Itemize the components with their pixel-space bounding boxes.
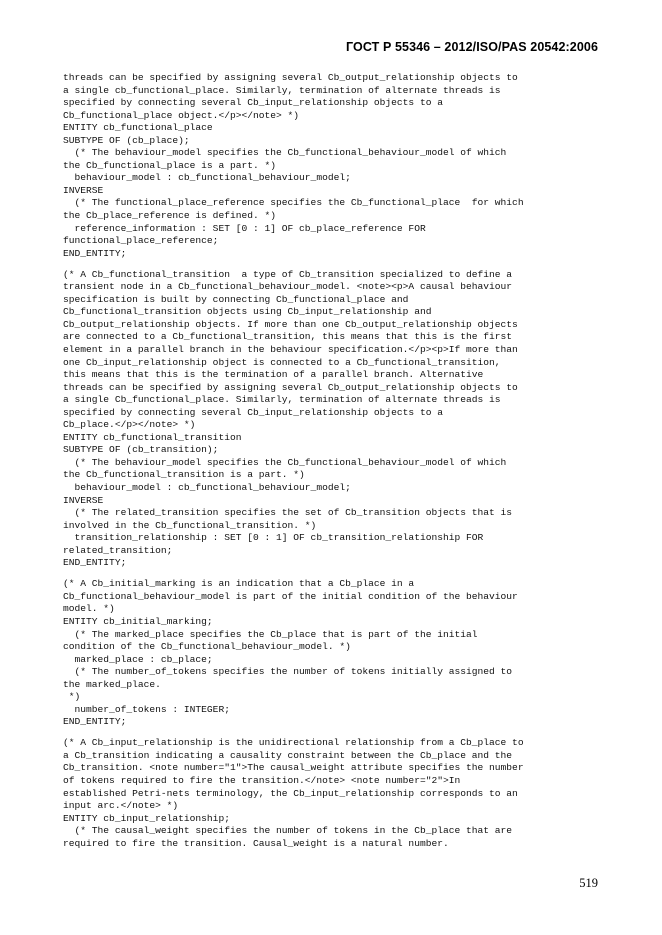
code-block bbox=[63, 72, 603, 260]
code-block bbox=[63, 269, 603, 570]
block-separator bbox=[63, 260, 603, 269]
code-line: specified by connecting several Cb_input_relationship objects to a bbox=[63, 406, 443, 418]
code-line: (* The marked_place specifies the Cb_place that is part of the initial bbox=[63, 628, 478, 640]
code-line: ENTITY cb_initial_marking; bbox=[63, 615, 213, 627]
code-line: a single Cb_functional_place. Similarly, termination of alternate threads is bbox=[63, 394, 501, 406]
code-line: (* The number_of_tokens specifies the number of tokens initially assigned to bbox=[63, 666, 513, 678]
code-line: this means that this is the termination of a parallel branch. Alternative bbox=[63, 369, 484, 381]
code-line: a single cb_functional_place. Similarly, termination of alternate threads is bbox=[63, 84, 501, 96]
code-line: element in a parallel branch in the behaviour specification.</p><p>If more than bbox=[63, 343, 518, 355]
code-line: Cb_functional_behaviour_model is part of the initial condition of the behaviour bbox=[63, 590, 518, 602]
code-line: (* The behaviour_model specifies the Cb_functional_behaviour_model of which bbox=[63, 456, 507, 468]
page-number: 519 bbox=[579, 876, 598, 890]
code-line: Cb_place.</p></note> *) bbox=[63, 419, 196, 431]
code-line: the Cb_functional_transition is a part. *) bbox=[63, 469, 305, 481]
code-line: ENTITY cb_functional_place bbox=[63, 122, 213, 134]
code-line: related_transition; bbox=[63, 544, 173, 556]
code-line: SUBTYPE OF (cb_place); bbox=[63, 134, 190, 146]
code-line: (* A Cb_functional_transition a type of Cb_transition specialized to define a bbox=[63, 268, 513, 280]
code-line: number_of_tokens : INTEGER; bbox=[63, 703, 230, 715]
code-line: condition of the Cb_functional_behaviour_model. *) bbox=[63, 641, 351, 653]
code-line: transient node in a Cb_functional_behaviour_model. <note><p>A causal behaviour bbox=[63, 281, 513, 293]
code-line: ENTITY cb_input_relationship; bbox=[63, 812, 230, 824]
code-line: transition_relationship : SET [0 : 1] OF cb_transition_relationship FOR bbox=[63, 532, 484, 544]
code-line: specification is built by connecting Cb_functional_place and bbox=[63, 293, 409, 305]
code-line: the marked_place. bbox=[63, 678, 161, 690]
code-line: the Cb_functional_place is a part. *) bbox=[63, 159, 277, 171]
code-line: the Cb_place_reference is defined. *) bbox=[63, 210, 277, 222]
code-line: input arc.</note> *) bbox=[63, 800, 179, 812]
code-line: involved in the Cb_functional_transition. *) bbox=[63, 519, 317, 531]
code-line: specified by connecting several Cb_input_relationship objects to a bbox=[63, 97, 443, 109]
code-line: (* The behaviour_model specifies the Cb_functional_behaviour_model of which bbox=[63, 147, 507, 159]
code-line: Cb_output_relationship objects. If more than one Cb_output_relationship objects bbox=[63, 318, 518, 330]
code-line: are connected to a Cb_functional_transition, this means that this is the first bbox=[63, 331, 513, 343]
express-code-listing bbox=[63, 72, 603, 850]
code-line: threads can be specified by assigning several Cb_output_relationship objects to bbox=[63, 72, 518, 83]
code-line: marked_place : cb_place; bbox=[63, 653, 213, 665]
code-line: SUBTYPE OF (cb_transition); bbox=[63, 444, 219, 456]
code-line: ENTITY cb_functional_transition bbox=[63, 431, 242, 443]
code-line: *) bbox=[63, 691, 81, 703]
code-line: threads can be specified by assigning several Cb_output_relationship objects to bbox=[63, 381, 518, 393]
block-separator bbox=[63, 729, 603, 738]
code-line: functional_place_reference; bbox=[63, 235, 219, 247]
code-line: of tokens required to fire the transition.</note> <note number="2">In bbox=[63, 775, 461, 787]
code-line: behaviour_model : cb_functional_behaviour_model; bbox=[63, 482, 351, 493]
block-separator bbox=[63, 570, 603, 579]
code-line: (* A Cb_initial_marking is an indication that a Cb_place in a bbox=[63, 578, 415, 590]
code-line: Cb_transition. <note number="1">The causal_weight attribute specifies the number bbox=[63, 762, 524, 774]
code-line: INVERSE bbox=[63, 494, 104, 506]
code-line: END_ENTITY; bbox=[63, 247, 127, 259]
code-block bbox=[63, 578, 603, 729]
code-line: END_ENTITY; bbox=[63, 557, 127, 569]
code-line: reference_information : SET [0 : 1] OF cb_place_reference FOR bbox=[63, 222, 426, 234]
code-line: (* The functional_place_reference specifies the Cb_functional_place for which bbox=[63, 197, 524, 209]
code-line: (* The related_transition specifies the set of Cb_transition objects that is bbox=[63, 507, 513, 519]
code-line: required to fire the transition. Causal_weight is a natural number. bbox=[63, 837, 449, 849]
code-line: established Petri-nets terminology, the Cb_input_relationship corresponds to an bbox=[63, 787, 518, 799]
code-line: INVERSE bbox=[63, 184, 104, 196]
code-line: model. *) bbox=[63, 603, 115, 615]
code-line: a Cb_transition indicating a causality constraint between the Cb_place and the bbox=[63, 749, 513, 761]
standard-header: ГОСТ Р 55346 – 2012/ISO/PAS 20542:2006 bbox=[346, 40, 598, 54]
code-line: one Cb_input_relationship object is connected to a Cb_functional_transition, bbox=[63, 356, 501, 368]
code-line: (* A Cb_input_relationship is the unidirectional relationship from a Cb_place to bbox=[63, 737, 524, 749]
code-block bbox=[63, 737, 603, 850]
code-line: behaviour_model : cb_functional_behaviour_model; bbox=[63, 172, 351, 184]
code-line: (* The causal_weight specifies the number of tokens in the Cb_place that are bbox=[63, 825, 513, 837]
code-line: Cb_functional_transition objects using Cb_input_relationship and bbox=[63, 306, 432, 318]
code-line: END_ENTITY; bbox=[63, 716, 127, 728]
code-line: Cb_functional_place object.</p></note> *) bbox=[63, 109, 300, 121]
